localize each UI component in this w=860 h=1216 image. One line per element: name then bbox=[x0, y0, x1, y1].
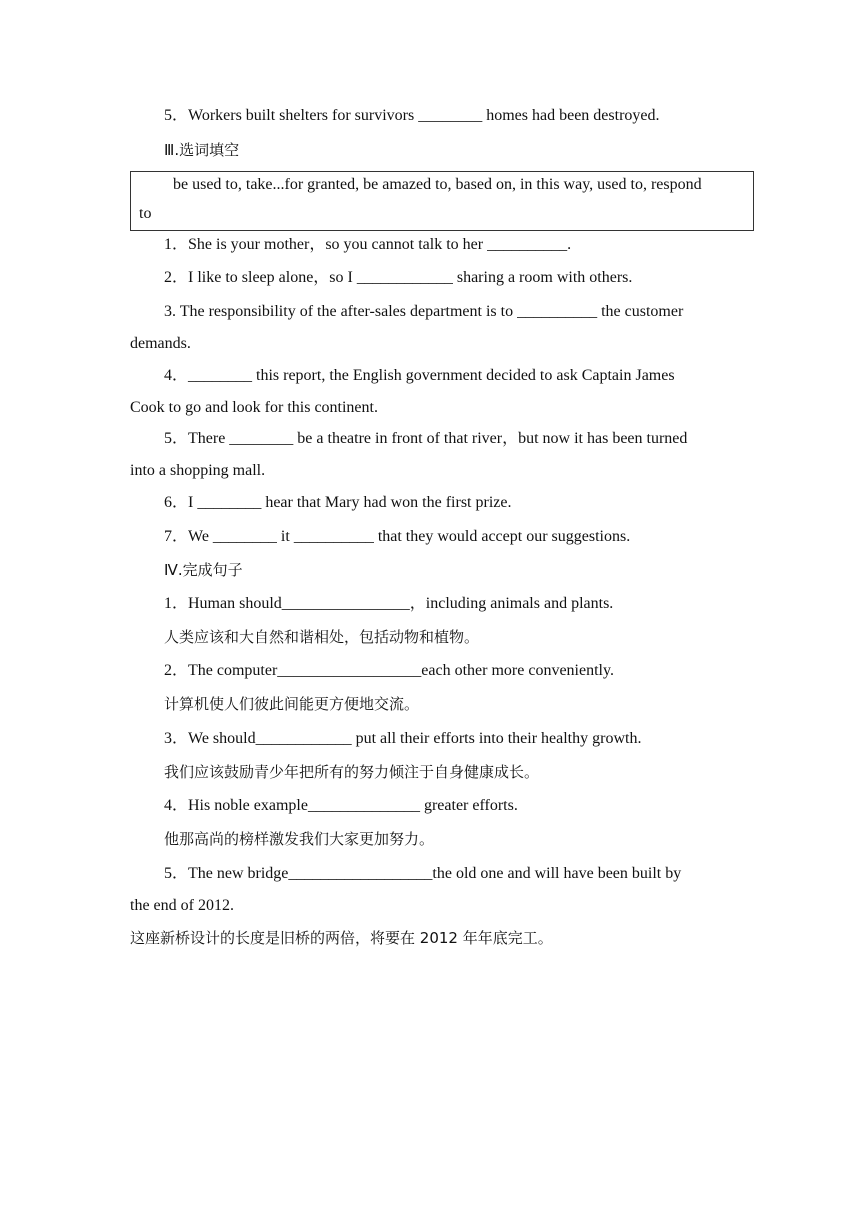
section3-question-6: 6．I ________ hear that Mary had won the first prize. bbox=[164, 494, 512, 511]
section3-question-1: 1．She is your mother，so you cannot talk to her __________. bbox=[164, 236, 572, 253]
section3-question-2: 2．I like to sleep alone，so I ____________ sharing a room with others. bbox=[164, 269, 633, 286]
section4-question-4: 4．His noble example______________ greater efforts. bbox=[164, 797, 518, 814]
section4-question-2-chinese: 计算机使人们彼此间能更方便地交流。 bbox=[164, 695, 420, 713]
section4-heading: Ⅳ.完成句子 bbox=[164, 561, 243, 579]
section3-question-3-line-1: 3. The responsibility of the after-sales department is to __________ the customer bbox=[164, 303, 684, 320]
section4-question-5-line-2: the end of 2012. bbox=[130, 897, 234, 914]
section3-question-4-line-1: 4．________ this report, the English government decided to ask Captain James bbox=[164, 367, 675, 384]
section4-question-1-chinese: 人类应该和大自然和谐相处，包括动物和植物。 bbox=[164, 628, 480, 646]
section4-question-4-chinese: 他那高尚的榜样激发我们大家更加努力。 bbox=[164, 830, 435, 848]
section3-question-3-line-2: demands. bbox=[130, 335, 191, 352]
section3-question-5-line-1: 5．There ________ be a theatre in front of that river，but now it has been turned bbox=[164, 430, 688, 447]
section4-question-5-line-1: 5．The new bridge__________________the old one and will have been built by bbox=[164, 865, 682, 882]
section4-question-1: 1．Human should________________，including animals and plants. bbox=[164, 595, 614, 612]
word-bank-box bbox=[130, 171, 754, 231]
section4-question-5-chinese: 这座新桥设计的长度是旧桥的两倍，将要在 2012 年年底完工。 bbox=[130, 929, 553, 947]
section3-question-4-line-2: Cook to go and look for this continent. bbox=[130, 399, 378, 416]
word-bank-line-1: be used to, take...for granted, be amazed to, based on, in this way, used to, respond bbox=[173, 176, 702, 193]
section4-question-3: 3．We should____________ put all their efforts into their healthy growth. bbox=[164, 730, 642, 747]
section3-question-5-line-2: into a shopping mall. bbox=[130, 462, 266, 479]
section3-question-7: 7．We ________ it __________ that they would accept our suggestions. bbox=[164, 528, 631, 545]
section4-question-2: 2．The computer__________________each other more conveniently. bbox=[164, 662, 614, 679]
section2-question-5: 5．Workers built shelters for survivors ________ homes had been destroyed. bbox=[164, 107, 660, 124]
section4-question-3-chinese: 我们应该鼓励青少年把所有的努力倾注于自身健康成长。 bbox=[164, 763, 540, 781]
section3-heading: Ⅲ.选词填空 bbox=[164, 141, 240, 159]
word-bank-line-2: to bbox=[139, 205, 152, 222]
